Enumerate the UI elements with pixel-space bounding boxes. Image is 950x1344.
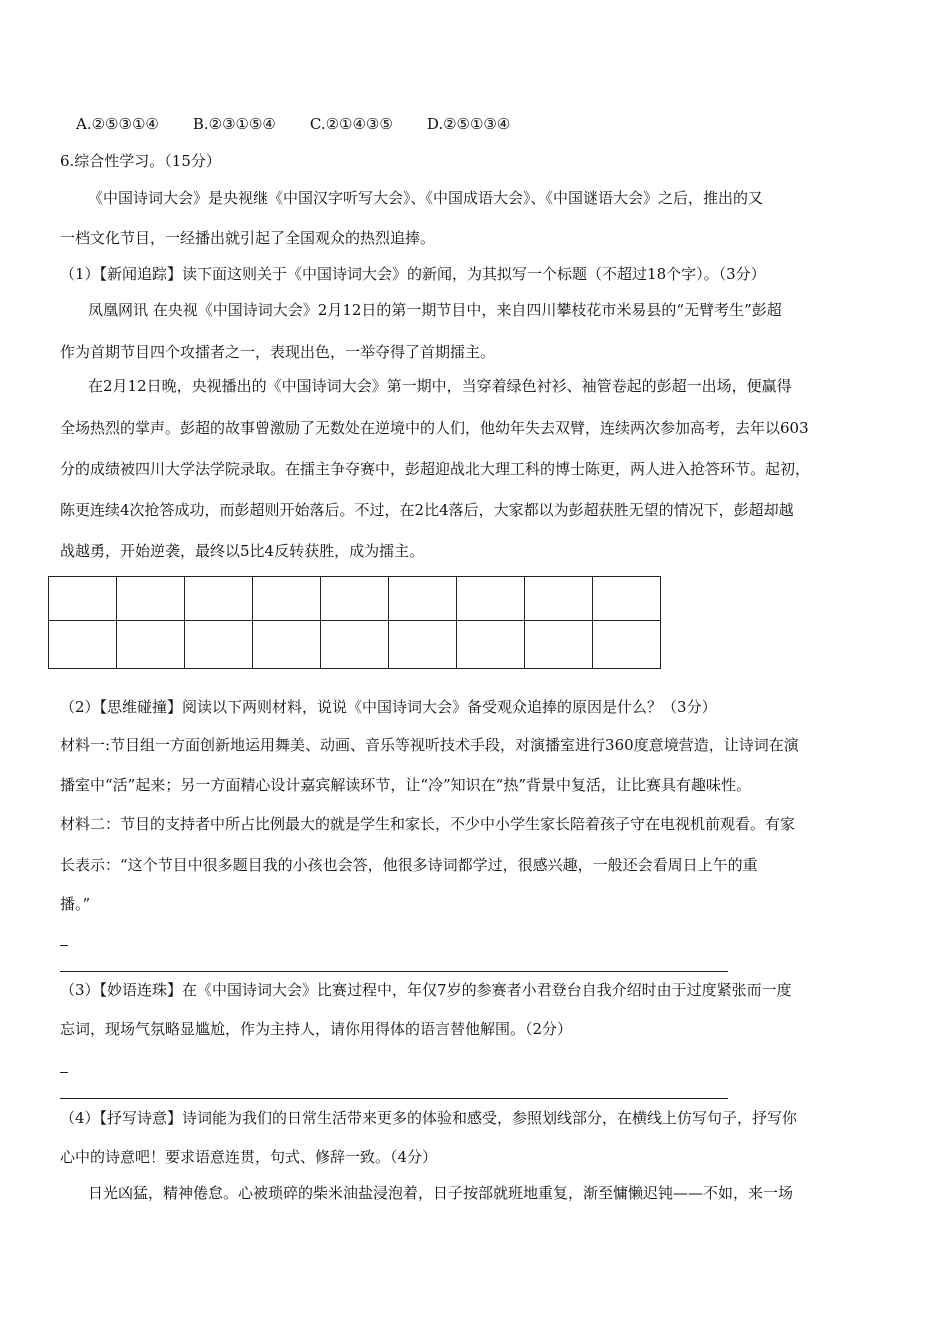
material-2-line-2: 长表示：“这个节目中很多题目我的小孩也会答，他很多诗词都学过，很感兴趣，一般还会看周日上午的重 [60, 856, 758, 874]
part-4-prompt-line-2: 心中的诗意吧！要求语意连贯，句式、修辞一致。（4分） [60, 1148, 438, 1166]
news-line-6: 陈更连续4次抢答成功，而彭超则开始落后。不过，在2比4落后，大家都以为彭超获胜无望的情况下，彭超却越 [60, 501, 794, 519]
part-4-prompt-line-1: （4）【抒写诗意】诗词能为我们的日常生活带来更多的体验和感受，参照划线部分，在横线上仿写句子，抒写你 [60, 1109, 798, 1127]
question-6-intro-line-1: 《中国诗词大会》是央视继《中国汉字听写大会》、《中国成语大会》、《中国谜语大会》之后，推出的又 [88, 189, 764, 207]
grid-cell[interactable] [389, 577, 457, 621]
question-6-intro-line-2: 一档文化节目，一经播出就引起了全国观众的热烈追捧。 [60, 229, 436, 247]
news-line-4: 全场热烈的掌声。彭超的故事曾激励了无数处在逆境中的人们，他幼年失去双臂，连续两次参加高考，去年以603 [60, 419, 809, 437]
material-2-line-1: 材料二：节目的支持者中所占比例最大的就是学生和家长，不少中小学生家长陪着孩子守在电视机前观看。有家 [60, 815, 796, 833]
grid-cell[interactable] [593, 621, 661, 669]
grid-cell[interactable] [389, 621, 457, 669]
grid-cell[interactable] [49, 621, 117, 669]
answer-mark [60, 945, 68, 946]
answer-mark [60, 1072, 68, 1073]
answer-line[interactable] [60, 1098, 728, 1099]
grid-cell[interactable] [321, 577, 389, 621]
grid-cell[interactable] [321, 621, 389, 669]
news-line-7: 战越勇，开始逆袭，最终以5比4反转获胜，成为擂主。 [60, 542, 425, 560]
news-line-5: 分的成绩被四川大学法学院录取。在擂主争夺赛中，彭超迎战北大理工科的博士陈更，两人进入抢答环节。起初， [60, 460, 811, 478]
part-1-prompt: （1）【新闻追踪】读下面这则关于《中国诗词大会》的新闻，为其拟写一个标题（不超过18个字）。（3分） [60, 265, 766, 283]
option-a[interactable]: A.②⑤③①④ [76, 115, 159, 133]
part-3-prompt-line-1: （3）【妙语连珠】在《中国诗词大会》比赛过程中，年仅7岁的参赛者小君登台自我介绍时由于过度紧张而一度 [60, 981, 792, 999]
grid-cell[interactable] [253, 621, 321, 669]
grid-cell[interactable] [525, 621, 593, 669]
grid-cell[interactable] [117, 621, 185, 669]
news-line-3: 在2月12日晚，央视播出的《中国诗词大会》第一期中，当穿着绿色衬衫、袖管卷起的彭超一出场，便赢得 [88, 377, 792, 395]
option-b[interactable]: B.②③①⑤④ [192, 115, 276, 133]
news-line-1: 凤凰网讯 在央视《中国诗词大会》2月12日的第一期节目中，来自四川攀枝花市米易县的“无臂考生”彭超 [88, 301, 782, 319]
option-c[interactable]: C.②①④③⑤ [309, 115, 393, 133]
grid-cell[interactable] [457, 577, 525, 621]
answer-options [76, 114, 544, 134]
option-d[interactable]: D.②⑤①③④ [426, 115, 511, 133]
material-2-line-3: 播。” [60, 895, 91, 913]
grid-cell[interactable] [457, 621, 525, 669]
grid-cell[interactable] [185, 621, 253, 669]
part-4-text-line-1: 日光凶猛，精神倦怠。心被琐碎的柴米油盐浸泡着，日子按部就班地重复，渐至慵懒迟钝——不如，来一场 [88, 1184, 794, 1202]
part-3-prompt-line-2: 忘词，现场气氛略显尴尬，作为主持人，请你用得体的语言替他解围。（2分） [60, 1020, 573, 1038]
answer-line[interactable] [60, 971, 728, 972]
title-answer-grid[interactable] [48, 576, 661, 669]
grid-cell[interactable] [253, 577, 321, 621]
question-6-title: 6.综合性学习。（15分） [60, 152, 221, 170]
material-1-line-1: 材料一:节目组一方面创新地运用舞美、动画、音乐等视听技术手段，对演播室进行360度意境营造，让诗词在演 [60, 736, 799, 754]
grid-cell[interactable] [49, 577, 117, 621]
grid-cell[interactable] [185, 577, 253, 621]
grid-cell[interactable] [117, 577, 185, 621]
news-line-2: 作为首期节目四个攻擂者之一，表现出色，一举夺得了首期擂主。 [60, 343, 496, 361]
part-2-prompt: （2）【思维碰撞】阅读以下两则材料，说说《中国诗词大会》备受观众追捧的原因是什么？（3分） [60, 698, 717, 716]
grid-cell[interactable] [593, 577, 661, 621]
material-1-line-2: 播室中“活”起来；另一方面精心设计嘉宾解读环节，让“冷”知识在“热”背景中复活，让比赛具有趣味性。 [60, 776, 752, 794]
grid-cell[interactable] [525, 577, 593, 621]
